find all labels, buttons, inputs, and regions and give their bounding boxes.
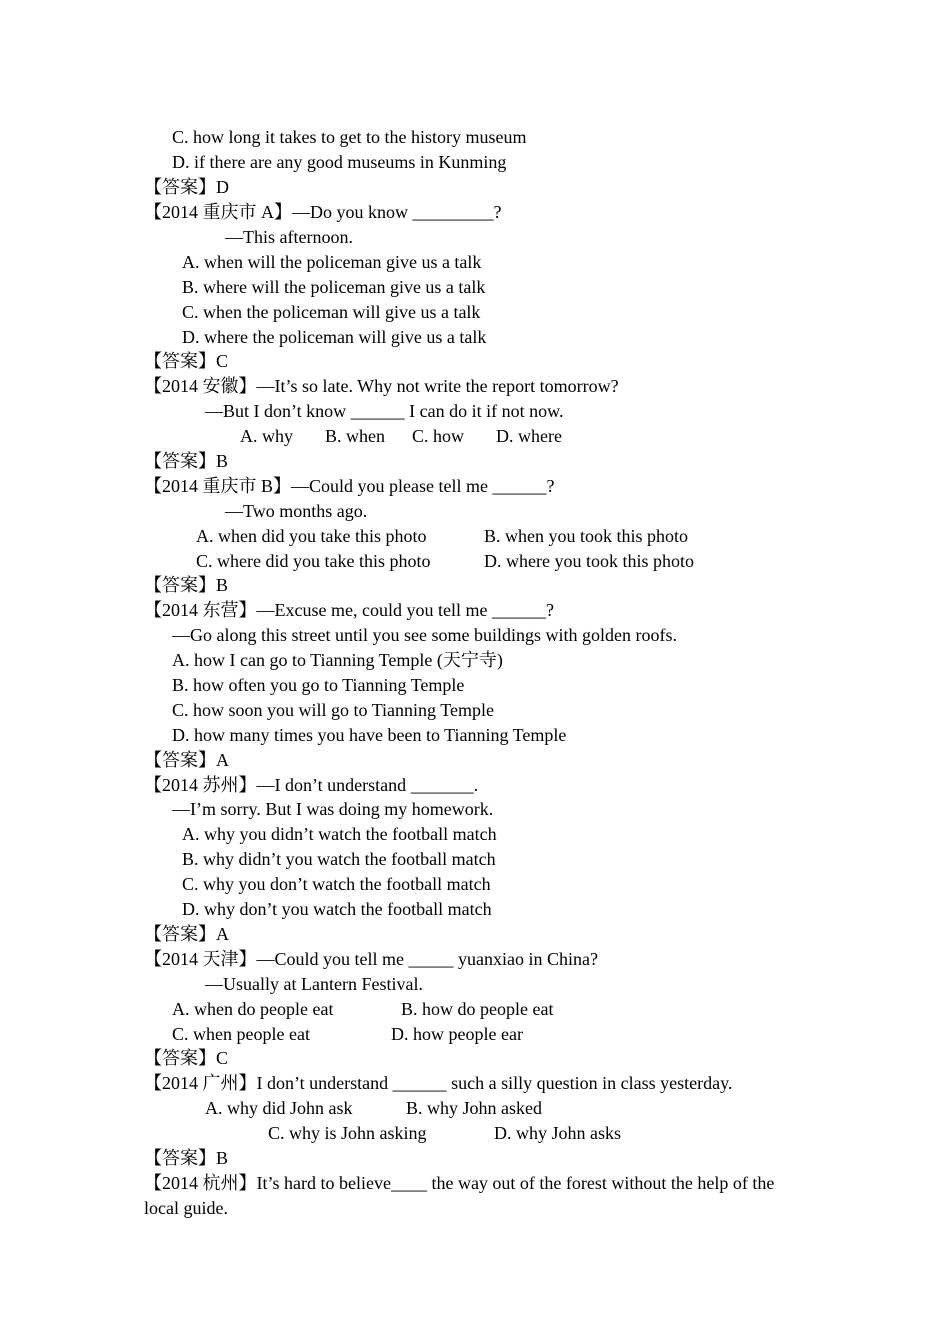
option-item: A. when did you take this photo	[196, 526, 427, 546]
option-line: D. where the policeman will give us a talk	[182, 327, 487, 347]
question-continuation: local guide.	[144, 1198, 228, 1218]
option-line: A. when will the policeman give us a talk	[182, 252, 482, 272]
question-line: 【2014 苏州】—I don’t understand _______.	[144, 775, 479, 795]
option-item: A. why	[240, 426, 293, 446]
answer-line: 【答案】C	[144, 351, 229, 371]
option-line: B. why didn’t you watch the football match	[182, 849, 496, 869]
question-line: 【2014 安徽】—It’s so late. Why not write the report tomorrow?	[144, 376, 619, 396]
question-line: 【2014 重庆市 B】—Could you please tell me ______?	[144, 476, 555, 496]
option-item: D. where you took this photo	[484, 551, 694, 571]
option-line: C. when the policeman will give us a talk	[182, 302, 481, 322]
response-line: —Usually at Lantern Festival.	[205, 974, 423, 994]
option-item: C. where did you take this photo	[196, 551, 431, 571]
option-item: C. when people eat	[172, 1024, 310, 1044]
answer-line: 【答案】B	[144, 451, 229, 471]
option-line: D. why don’t you watch the football match	[182, 899, 492, 919]
answer-line: 【答案】C	[144, 1048, 229, 1068]
response-line: —I’m sorry. But I was doing my homework.	[172, 799, 494, 819]
option-line: D. if there are any good museums in Kunming	[172, 152, 507, 172]
option-line: B. how often you go to Tianning Temple	[172, 675, 465, 695]
answer-line: 【答案】B	[144, 1148, 229, 1168]
option-item: B. how do people eat	[401, 999, 554, 1019]
response-line: —But I don’t know ______ I can do it if not now.	[205, 401, 564, 421]
question-line: 【2014 东营】—Excuse me, could you tell me ______?	[144, 600, 554, 620]
option-line: C. how long it takes to get to the history museum	[172, 127, 527, 147]
option-item: D. why John asks	[494, 1123, 622, 1143]
option-line: A. how I can go to Tianning Temple (天宁寺)	[172, 650, 503, 670]
option-item: B. why John asked	[406, 1098, 542, 1118]
option-item: B. when	[325, 426, 385, 446]
option-line: D. how many times you have been to Tianning Temple	[172, 725, 567, 745]
question-line: 【2014 广州】I don’t understand ______ such a silly question in class yesterday.	[144, 1073, 733, 1093]
option-line: B. where will the policeman give us a talk	[182, 277, 486, 297]
option-item: C. how	[412, 426, 465, 446]
option-line: C. why you don’t watch the football match	[182, 874, 491, 894]
option-line: C. how soon you will go to Tianning Temple	[172, 700, 494, 720]
question-line: 【2014 重庆市 A】—Do you know _________?	[144, 202, 502, 222]
response-line: —Go along this street until you see some buildings with golden roofs.	[172, 625, 677, 645]
question-line: 【2014 杭州】It’s hard to believe____ the way out of the forest without the help of the	[144, 1173, 775, 1193]
option-item: B. when you took this photo	[484, 526, 689, 546]
response-line: —Two months ago.	[225, 501, 368, 521]
option-item: D. how people ear	[391, 1024, 523, 1044]
answer-line: 【答案】A	[144, 750, 229, 770]
option-item: A. why did John ask	[205, 1098, 353, 1118]
option-item: C. why is John asking	[268, 1123, 427, 1143]
response-line: —This afternoon.	[225, 227, 353, 247]
option-line: A. why you didn’t watch the football match	[182, 824, 497, 844]
question-line: 【2014 天津】—Could you tell me _____ yuanxiao in China?	[144, 949, 598, 969]
option-item: D. where	[496, 426, 562, 446]
option-item: A. when do people eat	[172, 999, 334, 1019]
answer-line: 【答案】D	[144, 177, 229, 197]
answer-line: 【答案】B	[144, 575, 229, 595]
answer-line: 【答案】A	[144, 924, 229, 944]
